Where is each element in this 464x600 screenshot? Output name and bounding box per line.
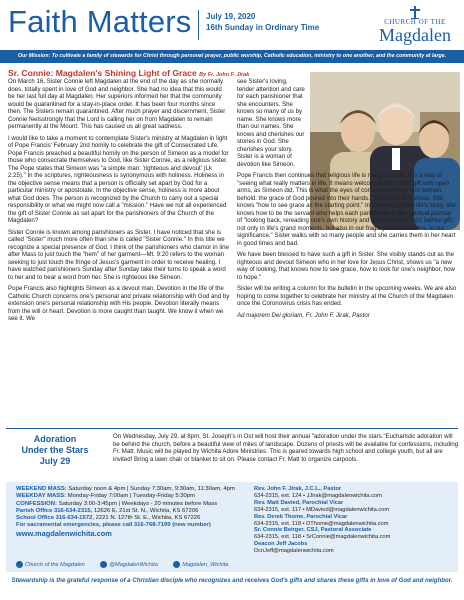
staff-contact: 634-2315, ext. 124 • JJirak@magdalenwichita.com [254,492,382,499]
school-office-row [16,515,256,522]
article-paragraph: Sister will be writing a column for the bulletin in the upcoming weeks. We are also hoping to come together to celebrate her ministry at the Church of the Magdalen once the Coronovirus crisis has ended. [237,285,457,307]
staff-contact: DcnJeff@magdalenwichita.com [254,548,334,555]
website-link[interactable]: www.magdalenwichita.com [16,528,112,538]
article-paragraph: Pope Francis also highlights Simeon as a devout man. Devotion in the life of the Catholic Church concerns one's personal and private relationship with God and by extension one's personal relationship with His people. Devotion literally means from the will or heart. Devotion is more caught than taught. We know it when we see it. We [8,285,230,322]
article-paragraph: We have been blessed to have such a gift in Sister. She visibly stands out as the righteous and devout Simeon who in her love for Jesus Christ, shows us "a new way of looking, that knows how to see grace, how to look for one's neighbor, how to hope." [237,251,455,281]
emergency-text: For sacramental emergencies, please call 316-768-7199 (new number) [16,522,211,529]
issue-date: July 19, 2020 [206,12,256,21]
staff-name: Rev. John F. Jirak, J.C.L., Pastor [254,486,342,492]
weekend-mass-label: WEEKEND MASS: [16,486,67,492]
article-paragraph: I would like to take a moment to contemplate Sister's ministry at Magdalen in light of Pope Francis' February 2nd homily to celebrate the gift of Consecrated Life. Pope Francis preached a beautiful homily on the person of Simeon as a model for those who consecrate themselves to God, like Sister Connie, as a religious sister. The Pope states that Simeon was "a simple man: 'righteous and devout' (Lk 2:25)." In the scriptures, righteousness is synonymous with holiness. Holiness in the objective sense means that a person is officially set apart by God for a particular ministry or apostolate. In the objective sense, holiness is more about what God does. The person is recognized by the Church to carry out a special responsibility or what we might now call a "mission." Have we not all experienced the gift of Sister Connie as set apart for the parishioners of the Church of the Magdalen? [8,134,229,224]
article-paragraph: On March 16, Sister Connie left Magdalen at the end of the day as she normally does, totally spent in love of God and neighbor. She had no idea that this would be her last full day at Magdalen. Her superiors informed her that the community would be quarantined for a stay-in-place order. It has been four months since then. The Sisters remain quarantined. After much prayer and discernment, Sister Connie feelsstrongly that the Lord is calling her on from Magdalen to remain permanently at the Mount. This has caused us all great sadness. [8,78,226,130]
adoration-title-line: July 29 [39,456,71,466]
logo-magdalen: Magdalen [379,25,451,45]
parish-info-box [6,482,458,572]
parish-office-label: Parish Office 316-634-2315, [16,507,93,514]
article-paragraph: see Sister's loving, tender attention and care for each parishioner that she encounters. She knows so many of us by name. She knows more than our names. She knows and cherishes our stories in God. She cherishes your story. Sister is a woman of devotion like Simeon. [237,78,305,168]
masthead-divider [198,10,199,40]
article-byline: By Fr. John F. Jirak [199,72,250,78]
weekend-mass-times: Saturday noon & 4pm | Sunday 7:30am, 9:30am, 11:30am, 4pm [68,486,235,492]
school-office-label: School Office 316-634-1572, [16,515,94,522]
parish-office-row [16,508,256,515]
article-paragraph: Sister Connie is known among parishioners as Sister. I have noticed that she is called "Sister" much more often than she is called "Sister Connie." In this title we recognize a special presence of God. I think of the parishioners who clamor in line after Mass to just touch the "hem" of her garment—Mt. 9:20 refers to the woman seeking to just touch the fringe of Jesus's garment in order to receive healing. I have watched parishioners Sunday after Sunday take their turns to speak a word to her and to hear a word from her. She is righteous like Simeon. [8,228,229,281]
staff-entry [254,527,454,541]
mission-banner: Our Mission: To cultivate a family of stewards for Christ through personal prayer, public worship, Catholic education, ministry to one another, and the community at large. [0,50,464,63]
instagram-link[interactable]: Magdalen_Wichita [182,561,229,568]
masthead [0,0,464,48]
staff-name: Deacon Jeff Jacobs [254,541,308,548]
staff-name: Rev. Matt Davied, Parochial Vicar [254,499,344,506]
instagram-icon[interactable] [173,561,180,568]
stewardship-footer: Stewardship is the grateful response of a Christian disciple who recognizes and receives God's gifts and shares these gifts in love of God and neighbor. [11,577,453,584]
adoration-title-line: Adoration [33,434,77,444]
article-headline [8,68,249,78]
staff-directory [254,486,454,555]
article-right-column [237,78,457,323]
adoration-text: On Wednesday, July 29, at 8pm, St. Joseph's in Ost will host their annual "adoration under the stars."Eucharistic adoration will be behind the church, before a beautiful view of miles of landscape. Dozens of priests will be available for confessions, including Fr. Matt. Music will be played by Wichita Adore Ministries. This is geared towards high school and college youth, but all are invited! Bring a lawn chair or blanket to sit on. Please contact Fr. Matt to organize carpools. [113,433,459,463]
staff-name: Rev. Derek Thome, Parochial Vicar [254,513,348,520]
issue-occasion: 16th Sunday in Ordinary Time [206,23,320,32]
weekday-mass-times: Monday-Friday 7:00am | Tuesday-Friday 5:30pm [67,493,195,500]
section-divider [6,428,458,429]
article-left-column [8,78,230,327]
issue-date-block [206,11,319,33]
staff-contact: 634-2315, ext. 118 • DThome@magdalenwichita.com [254,520,389,527]
twitter-icon[interactable] [100,561,107,568]
facebook-icon[interactable] [16,561,23,568]
confession-row [16,501,256,508]
weekday-mass-row [16,493,256,500]
social-links [16,561,256,571]
adoration-title-line: Under the Stars [21,445,89,455]
twitter-link[interactable]: @MagdalenWichita [109,561,158,568]
staff-name: Sr. Connie Beirger, CSJ, Pastoral Associate [254,527,372,534]
staff-entry [254,500,454,514]
confession-label: CONFESSION: [16,500,57,507]
staff-contact: 634-2315, ext. 118 • SrConnie@magdalenwichita.com [254,534,391,541]
article-signoff: Ad majorem Dei gloriam, Fr. John F. Jirak, Pastor [237,311,370,319]
facebook-link[interactable]: Church of the Magdalen [25,561,85,568]
logo-church-of-the: CHURCH OF THE [384,18,446,26]
staff-entry [254,514,454,528]
church-logo [370,6,460,44]
parish-office-address: 12626 E. 21st St. N., Wichita, KS 67206 [93,507,199,514]
adoration-title [6,434,104,467]
school-office-address: 2221 N. 127th St. E., Wichita, KS 67226 [95,515,201,522]
confession-times: Saturday 3:00-3:45pm | Weekdays - 20 minutes before Mass [58,500,218,507]
headline-text: Sr. Connie: Magdalen's Shining Light of Grace [8,68,197,78]
staff-contact: 634-2315, ext. 117 • MDavied@magdalenwichita.com [254,506,390,513]
staff-entry [254,486,454,500]
weekday-mass-label: WEEKDAY MASS: [16,493,67,500]
article-paragraph: Pope Francis then continues that religious life is really a vision. It is a way of "seeing what really matters in life. It means welcoming the Lord's gift with open arms, as Simeon did. This is what the eyes of consecrated men and women behold: the grace of God poured into their hands." Sister has this vision. She knows "how to see grace as the starting point." In listening to your life's story, she knows how to be the servant who helps each parishioner in the spiritual journey of "looking back, rereading one's own history and seeing there God's faithful gift: not only in life's grand moments, but also in our fragility and weakness, in our significance." Sister walks with so many people and she carries them in her heart in good times and bad. [237,172,456,247]
mass-schedule [16,486,256,537]
weekend-mass-row [16,486,256,493]
staff-entry [254,541,454,555]
newsletter-title: Faith Matters [8,4,192,39]
